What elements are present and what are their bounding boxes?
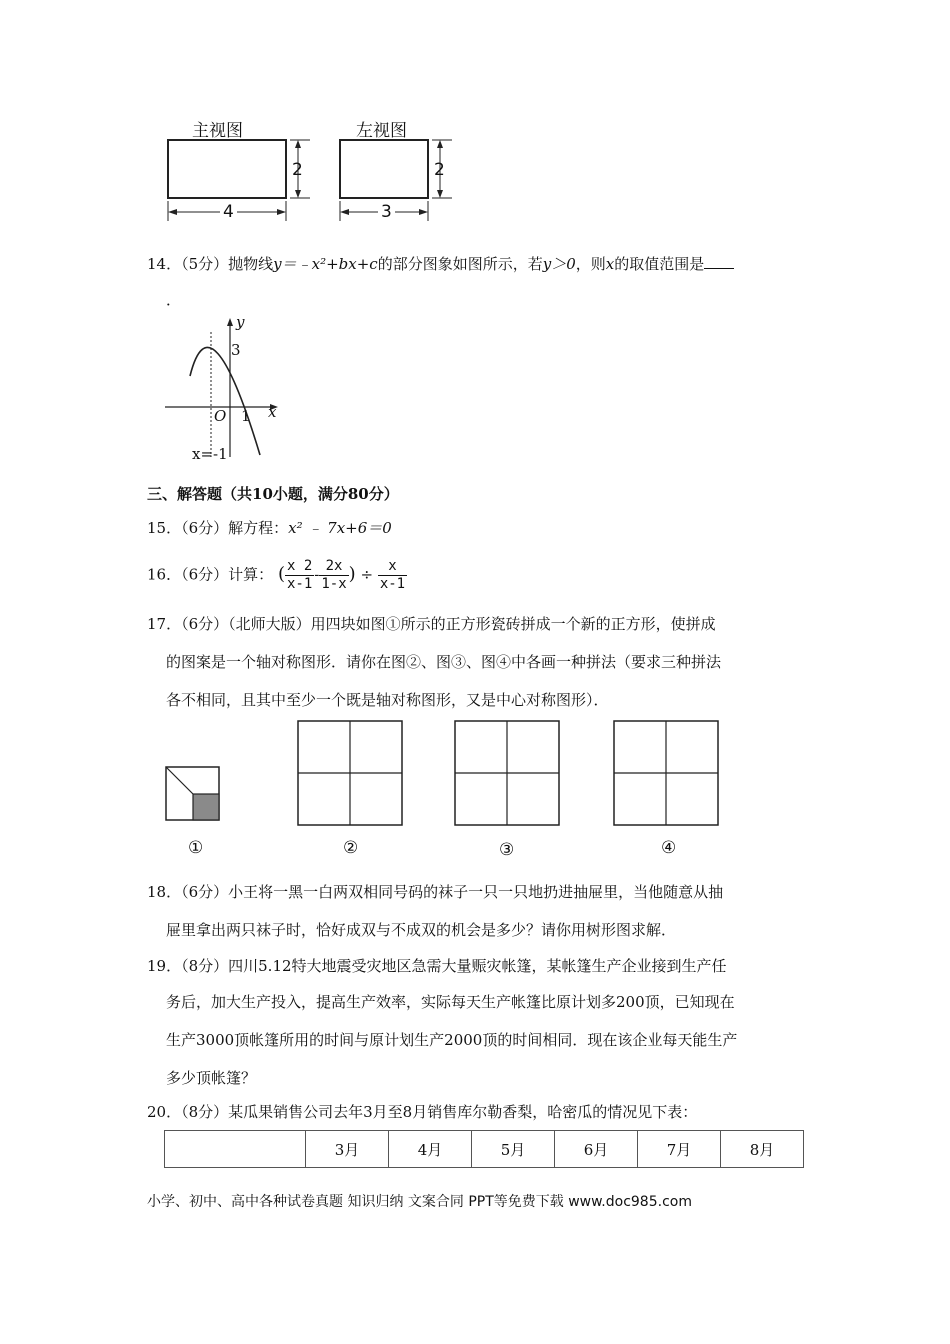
table-header-row	[165, 1131, 804, 1168]
q19-line2: 务后，加大生产投入，提高生产效率，实际每天生产帐篷比原计划多200顶，已知现在	[166, 993, 735, 1011]
graph-y-label: y	[236, 313, 245, 331]
q16-text: 16．（6分）计算： ( $\frac{x 2}{x-1}$ - $\frac{2x}{1-x}$ ) ÷ $\frac{x}{x-1}$	[147, 558, 406, 592]
left-view-width: 3	[378, 202, 395, 222]
q18-line1: 18．（6分）小王将一黑一白两双相同号码的袜子一只一只地扔进抽屉里，当他随意从抽	[147, 883, 724, 901]
figure-label-1: ①	[188, 838, 204, 858]
left-view-title: 左视图	[356, 121, 407, 141]
table-cell: 8月	[721, 1131, 804, 1168]
three-view-figure	[150, 135, 470, 225]
fraction-3: $\frac{x}{x-1}$	[379, 558, 406, 592]
table-cell: 4月	[389, 1131, 472, 1168]
q17-line2: 的图案是一个轴对称图形．请你在图②、图③、图④中各画一种拼法（要求三种拼法	[166, 653, 722, 671]
left-view-rect	[340, 140, 428, 198]
q19-line1: 19．（8分）四川5.12特大地震受灾地区急需大量赈灾帐篷，某帐篷生产企业接到生产任	[147, 957, 727, 975]
front-view-width: 4	[220, 202, 237, 222]
q18-line2: 屉里拿出两只袜子时，恰好成双与不成双的机会是多少？请你用树形图求解．	[166, 921, 677, 939]
figure-label-4: ④	[661, 838, 677, 858]
q14-text: 14．（5分）抛物线y＝﹣x²+bx+c的部分图象如图所示，若y＞0，则x的取值范围是	[147, 254, 734, 274]
q19-line3: 生产3000顶帐篷所用的时间与原计划生产2000顶的时间相同．现在该企业每天能生产	[166, 1031, 738, 1049]
fraction-1: $\frac{x 2}{x-1}$	[286, 558, 313, 592]
figure-label-2: ②	[343, 838, 359, 858]
answer-blank[interactable]	[704, 254, 734, 269]
table-cell: 6月	[555, 1131, 638, 1168]
fraction-2: $\frac{2x}{1-x}$	[321, 558, 347, 592]
tile-grid-2[interactable]	[297, 720, 403, 826]
sales-table	[164, 1130, 804, 1168]
table-cell: 3月	[306, 1131, 389, 1168]
section-heading: 三、解答题（共10小题，满分80分）	[147, 485, 399, 503]
tile-grid-3[interactable]	[454, 720, 560, 826]
q20-line1: 20．（8分）某瓜果销售公司去年3月至8月销售库尔勒香梨，哈密瓜的情况见下表：	[147, 1103, 698, 1121]
q15-text: 15．（6分）解方程：x² ﹣ 7x+6＝0	[147, 519, 392, 537]
q17-line1: 17．（6分）（北师大版）用四块如图①所示的正方形瓷砖拼成一个新的正方形，使拼成	[147, 615, 716, 633]
front-view-rect	[168, 140, 286, 198]
parabola-graph	[160, 312, 290, 462]
tile-grid-4[interactable]	[613, 720, 719, 826]
table-cell	[165, 1131, 306, 1168]
front-view-height: 2	[292, 160, 303, 180]
table-cell: 7月	[638, 1131, 721, 1168]
graph-y-intercept: 3	[231, 341, 241, 359]
figure-label-3: ③	[499, 840, 515, 860]
page-footer: 小学、初中、高中各种试卷真题 知识归纳 文案合同 PPT等免费下载 www.doc985.com	[147, 1194, 692, 1210]
parabola-curve	[190, 347, 260, 455]
front-view-title: 主视图	[192, 121, 243, 141]
graph-x-label: x	[268, 403, 277, 421]
q19-line4: 多少顶帐篷？	[166, 1069, 257, 1087]
graph-x-tick: 1	[241, 407, 251, 425]
graph-origin: O	[214, 407, 227, 425]
table-cell: 5月	[472, 1131, 555, 1168]
tile-figure-1	[165, 766, 221, 822]
q17-line3: 各不相同，且其中至少一个既是轴对称图形，又是中心对称图形）．	[166, 691, 609, 709]
left-view-height: 2	[434, 160, 445, 180]
q14-dot: ．	[166, 291, 182, 309]
graph-symmetry-label: x=-1	[192, 445, 228, 463]
